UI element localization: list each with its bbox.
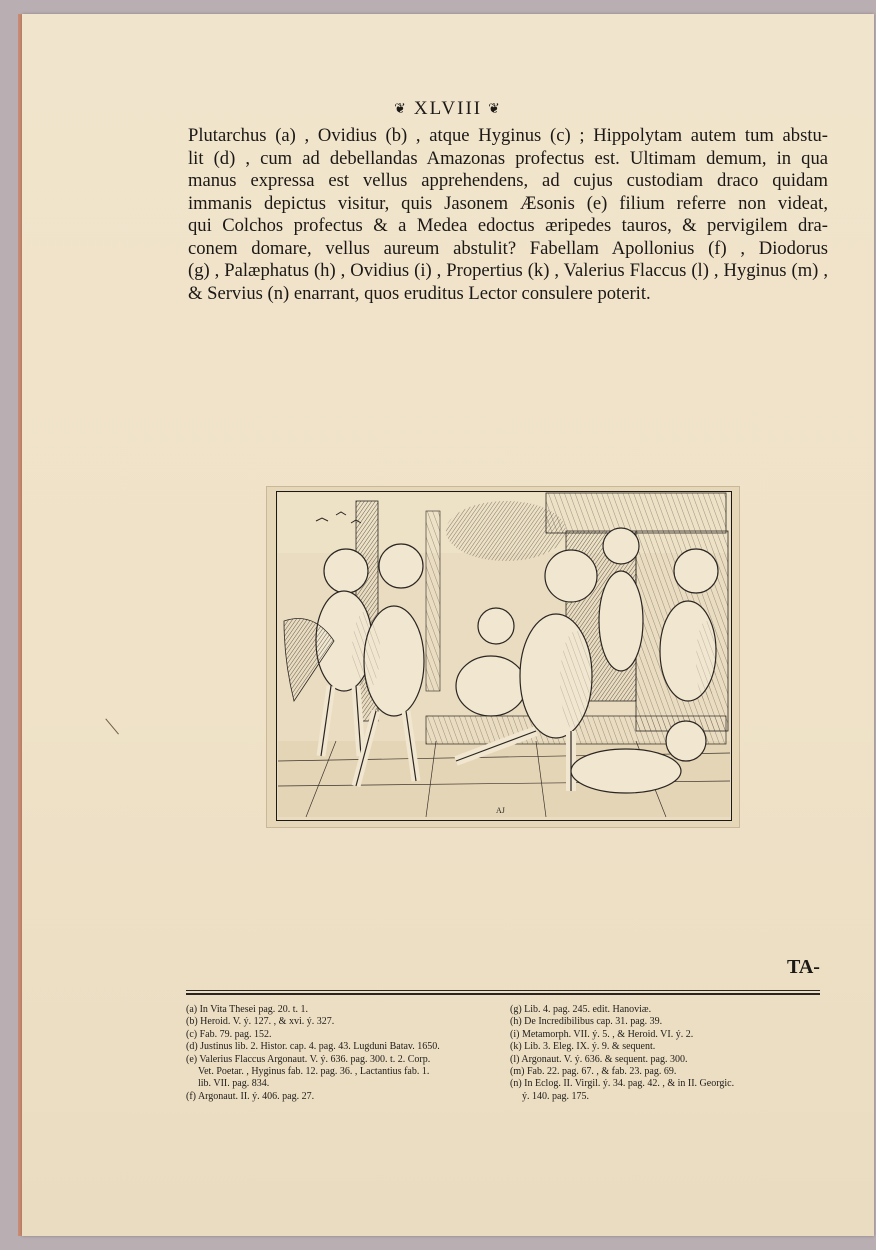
body-line: qui Colchos profectus & a Medea edoctus æripedes tauros, & pervigilem dra- <box>188 215 828 236</box>
footnote: (b) Heroid. V. ý. 127. , & xvi. ý. 327. <box>186 1016 335 1028</box>
footnote: (l) Argonaut. V. ý. 636. & sequent. pag. 300. <box>510 1053 688 1065</box>
footnotes-left-column <box>186 1004 504 1103</box>
footnote: (c) Fab. 79. pag. 152. <box>186 1028 272 1040</box>
body-paragraph <box>188 125 828 305</box>
footnote: (g) Lib. 4. pag. 245. edit. Hanoviæ. <box>510 1004 652 1015</box>
footnote: (d) Justinus lib. 2. Histor. cap. 4. pag. 43. Lugduni Batav. 1650. <box>186 1041 440 1053</box>
footnote: ý. 140. pag. 175. <box>522 1090 589 1102</box>
body-line: manus expressa est vellus apprehendens, ad cujus custodiam draco quidam <box>188 170 828 191</box>
footnote: lib. VII. pag. 834. <box>198 1078 270 1090</box>
footnote: (a) In Vita Thesei pag. 20. t. 1. <box>186 1004 309 1015</box>
body-line: & Servius (n) enarrant, quos eruditus Lector consulere poterit. <box>188 282 651 304</box>
footnote: Vet. Poetar. , Hyginus fab. 12. pag. 36. , Lactantius fab. 1. <box>198 1066 430 1078</box>
ornament-left-icon: ❦ <box>394 102 408 117</box>
footnotes-right-column <box>510 1004 830 1103</box>
body-line: conem domare, vellus aureum abstulit? Fabellam Apollonius (f) , Diodorus <box>188 237 828 259</box>
footnote: (h) De Incredibilibus cap. 31. pag. 39. <box>510 1016 663 1028</box>
catchword: TA- <box>787 956 820 978</box>
footnote-rule-thick <box>186 993 820 995</box>
body-line: (g) , Palæphatus (h) , Ovidius (i) , Propertius (k) , Valerius Flaccus (l) , Hyginus (m) , <box>188 260 828 281</box>
engraving-putti-illustration <box>276 491 732 821</box>
body-line: immanis depictus visitur, quis Jasonem Æsonis (e) filium referre non videat, <box>188 192 828 214</box>
footnote: (n) In Eclog. II. Virgil. ý. 34. pag. 42. , & in II. Georgic. <box>510 1078 735 1090</box>
page-number-text: XLVIII <box>413 98 483 119</box>
ornament-right-icon: ❦ <box>488 102 502 117</box>
engraver-signature: AJ <box>496 806 505 815</box>
body-line: Plutarchus (a) , Ovidius (b) , atque Hyginus (c) ; Hippolytam autem tum abstu- <box>188 125 828 146</box>
footnote: (m) Fab. 22. pag. 67. , & fab. 23. pag. 69. <box>510 1066 677 1078</box>
footnote: (k) Lib. 3. Eleg. IX. ý. 9. & sequent. <box>510 1041 656 1053</box>
footnote-rule-thin <box>186 990 820 991</box>
footnote: (e) Valerius Flaccus Argonaut. V. ý. 636. pag. 300. t. 2. Corp. <box>186 1053 431 1065</box>
body-line: lit (d) , cum ad debellandas Amazonas profectus est. Ultimam demum, in qua <box>188 147 828 169</box>
footnote: (i) Metamorph. VII. ý. 5. , & Heroid. VI. ý. 2. <box>510 1028 694 1040</box>
page-number <box>388 98 508 120</box>
footnote: (f) Argonaut. II. ý. 406. pag. 27. <box>186 1090 315 1102</box>
